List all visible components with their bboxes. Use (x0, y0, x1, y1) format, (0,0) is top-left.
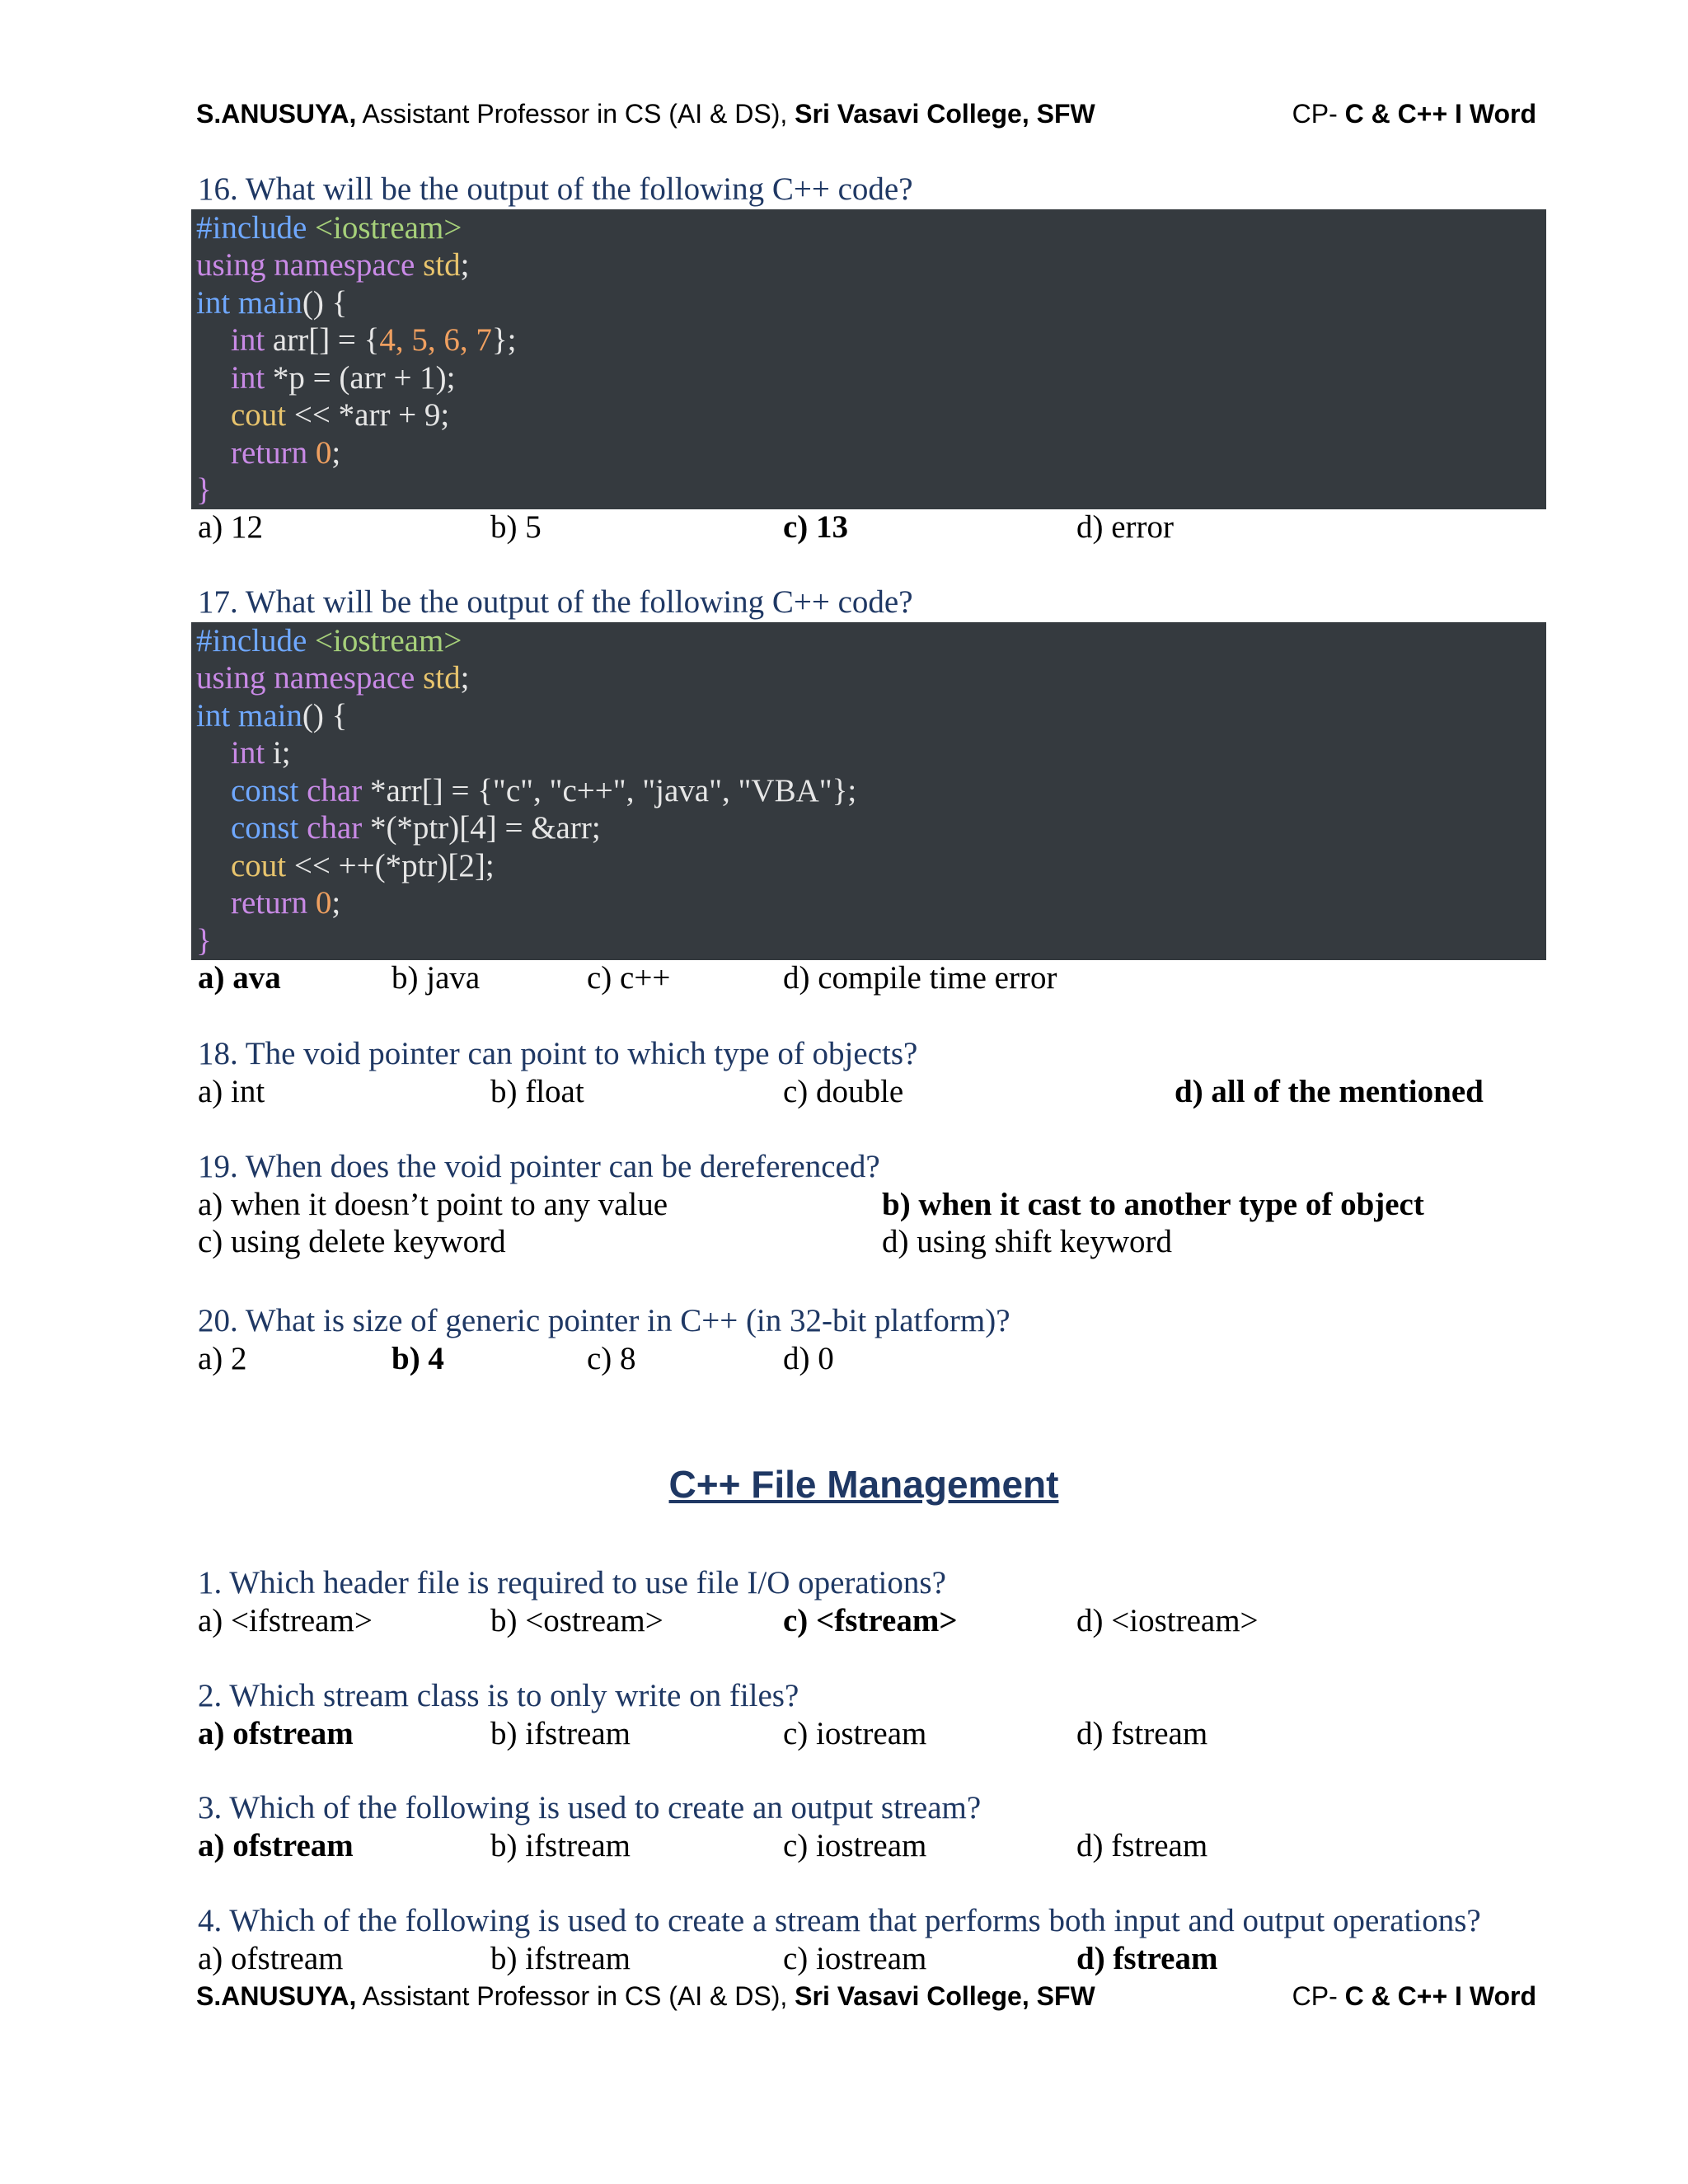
file-question-1: 1. Which header file is required to use file I/O operations? (198, 1565, 946, 1601)
code-line: int main() { (196, 285, 348, 321)
option-f3b: b) ifstream (490, 1828, 631, 1863)
option-f2c: c) iostream (783, 1716, 927, 1751)
option-17d: d) compile time error (783, 960, 1057, 996)
option-18b: b) float (490, 1074, 584, 1109)
footer-right (1292, 1981, 1536, 2012)
question-19: 19. When does the void pointer can be dereferenced? (198, 1149, 880, 1184)
code-line: } (196, 472, 212, 508)
option-f4d: d) fstream (1076, 1941, 1218, 1976)
footer-left (196, 1981, 1095, 2012)
option-f1a: a) <ifstream> (198, 1603, 373, 1638)
code-line: int *p = (arr + 1); (231, 360, 456, 396)
code-line: #include <iostream> (196, 623, 462, 658)
option-16a: a) 12 (198, 509, 264, 545)
option-16c: c) 13 (783, 509, 849, 545)
course-prefix: CP- (1292, 1981, 1345, 2011)
option-17a: a) ava (198, 960, 281, 996)
option-f3a: a) ofstream (198, 1828, 354, 1863)
option-f2a: a) ofstream (198, 1716, 354, 1751)
header-right (1292, 99, 1536, 129)
option-19d: d) using shift keyword (882, 1224, 1173, 1259)
option-f1c: c) <fstream> (783, 1603, 958, 1638)
option-f2b: b) ifstream (490, 1716, 631, 1751)
code-block-16 (191, 209, 1546, 509)
option-f3d: d) fstream (1076, 1828, 1208, 1863)
page-header (196, 99, 1536, 137)
option-19b: b) when it cast to another type of object (882, 1187, 1424, 1222)
code-line: const char *arr[] = {"c", "c++", "java", "VBA"}; (231, 773, 857, 808)
code-block-17 (191, 622, 1546, 960)
code-line: } (196, 923, 212, 958)
file-question-2: 2. Which stream class is to only write on files? (198, 1678, 799, 1713)
file-question-4: 4. Which of the following is used to create a stream that performs both input and output operations? (198, 1903, 1481, 1938)
code-line: using namespace std; (196, 247, 470, 283)
option-f2d: d) fstream (1076, 1716, 1208, 1751)
question-16: 16. What will be the output of the following C++ code? (198, 171, 913, 207)
option-20a: a) 2 (198, 1341, 247, 1376)
course-name: C & C++ I Word (1344, 99, 1536, 129)
section-title: C++ File Management (668, 1463, 1059, 1506)
code-line: cout << ++(*ptr)[2]; (231, 848, 495, 883)
college-name: Sri Vasavi College, SFW (795, 99, 1095, 129)
option-17c: c) c++ (587, 960, 671, 996)
question-20: 20. What is size of generic pointer in C++ (in 32-bit platform)? (198, 1303, 1010, 1338)
author-role: Assistant Professor in CS (AI & DS), (356, 99, 795, 129)
code-line: using namespace std; (196, 660, 470, 696)
option-f1b: b) <ostream> (490, 1603, 663, 1638)
course-name: C & C++ I Word (1344, 1981, 1536, 2011)
option-f1d: d) <iostream> (1076, 1603, 1259, 1638)
option-17b: b) java (392, 960, 481, 996)
question-17: 17. What will be the output of the following C++ code? (198, 584, 913, 620)
option-20d: d) 0 (783, 1341, 834, 1376)
file-question-3: 3. Which of the following is used to create an output stream? (198, 1790, 982, 1825)
option-16d: d) error (1076, 509, 1175, 545)
option-18a: a) int (198, 1074, 265, 1109)
course-prefix: CP- (1292, 99, 1345, 129)
option-f3c: c) iostream (783, 1828, 927, 1863)
code-line: return 0; (231, 435, 341, 471)
option-19a: a) when it doesn’t point to any value (198, 1187, 668, 1222)
option-f4a: a) ofstream (198, 1941, 344, 1976)
option-f4c: c) iostream (783, 1941, 927, 1976)
option-f4b: b) ifstream (490, 1941, 631, 1976)
author-name: S.ANUSUYA, (196, 99, 357, 129)
option-16b: b) 5 (490, 509, 542, 545)
code-line: cout << *arr + 9; (231, 397, 450, 433)
author-role: Assistant Professor in CS (AI & DS), (356, 1981, 795, 2011)
option-18c: c) double (783, 1074, 904, 1109)
option-20b: b) 4 (392, 1341, 444, 1376)
option-18d: d) all of the mentioned (1175, 1074, 1484, 1109)
college-name: Sri Vasavi College, SFW (795, 1981, 1095, 2011)
code-line: int main() { (196, 698, 348, 733)
option-20c: c) 8 (587, 1341, 636, 1376)
page-footer (196, 1981, 1536, 2019)
code-line: #include <iostream> (196, 210, 462, 246)
code-line: int arr[] = {4, 5, 6, 7}; (231, 322, 517, 358)
author-name: S.ANUSUYA, (196, 1981, 357, 2011)
option-19c: c) using delete keyword (198, 1224, 506, 1259)
code-line: const char *(*ptr)[4] = &arr; (231, 810, 601, 846)
question-18: 18. The void pointer can point to which type of objects? (198, 1036, 918, 1071)
header-left (196, 99, 1095, 129)
code-line: int i; (231, 735, 291, 771)
code-line: return 0; (231, 885, 341, 921)
